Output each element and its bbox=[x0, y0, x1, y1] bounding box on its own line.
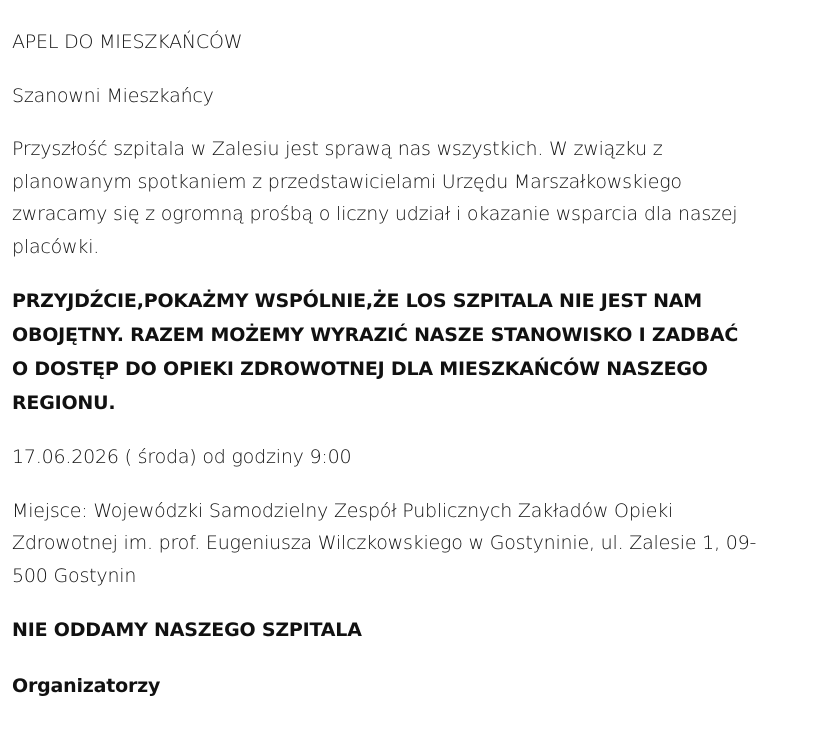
event-place: Miejsce: Wojewódzki Samodzielny Zespół Publicznych Zakładów Opieki Zdrowotnej im. prof. Eugeniusza Wilczkowskiego w Gostyninie, ul. Zalesie 1, 09-500 Gostynin bbox=[12, 499, 757, 587]
call-to-action-paragraph: PRZYJDŹCIE,POKAŻMY WSPÓLNIE,ŻE LOS SZPITALA NIE JEST NAM OBOJĘTNY. RAZEM MOŻEMY WYRAZIĆ NASZE STANOWISKO I ZADBAĆ O DOSTĘP DO OPIEKI ZDROWOTNEJ DLA MIESZKAŃCÓW NASZEGO REGIONU. bbox=[12, 290, 739, 414]
intro-paragraph: Przyszłość szpitala w Zalesiu jest sprawą nas wszystkich. W związku z planowanym spotkaniem z przedstawicielami Urzędu Marszałkowskiego zwracamy się z ogromną prośbą o liczny udział i okazanie wsparcia dla naszej placówki. bbox=[12, 138, 738, 258]
event-date: 17.06.2026 ( środa) od godziny 9:00 bbox=[12, 446, 352, 468]
organizers-heading: Organizatorzy bbox=[12, 675, 161, 697]
slogan: NIE ODDAMY NASZEGO SZPITALA bbox=[12, 619, 362, 641]
greeting: Szanowni Mieszkańcy bbox=[12, 84, 214, 107]
document-title: APEL DO MIESZKAŃCÓW bbox=[12, 31, 243, 53]
